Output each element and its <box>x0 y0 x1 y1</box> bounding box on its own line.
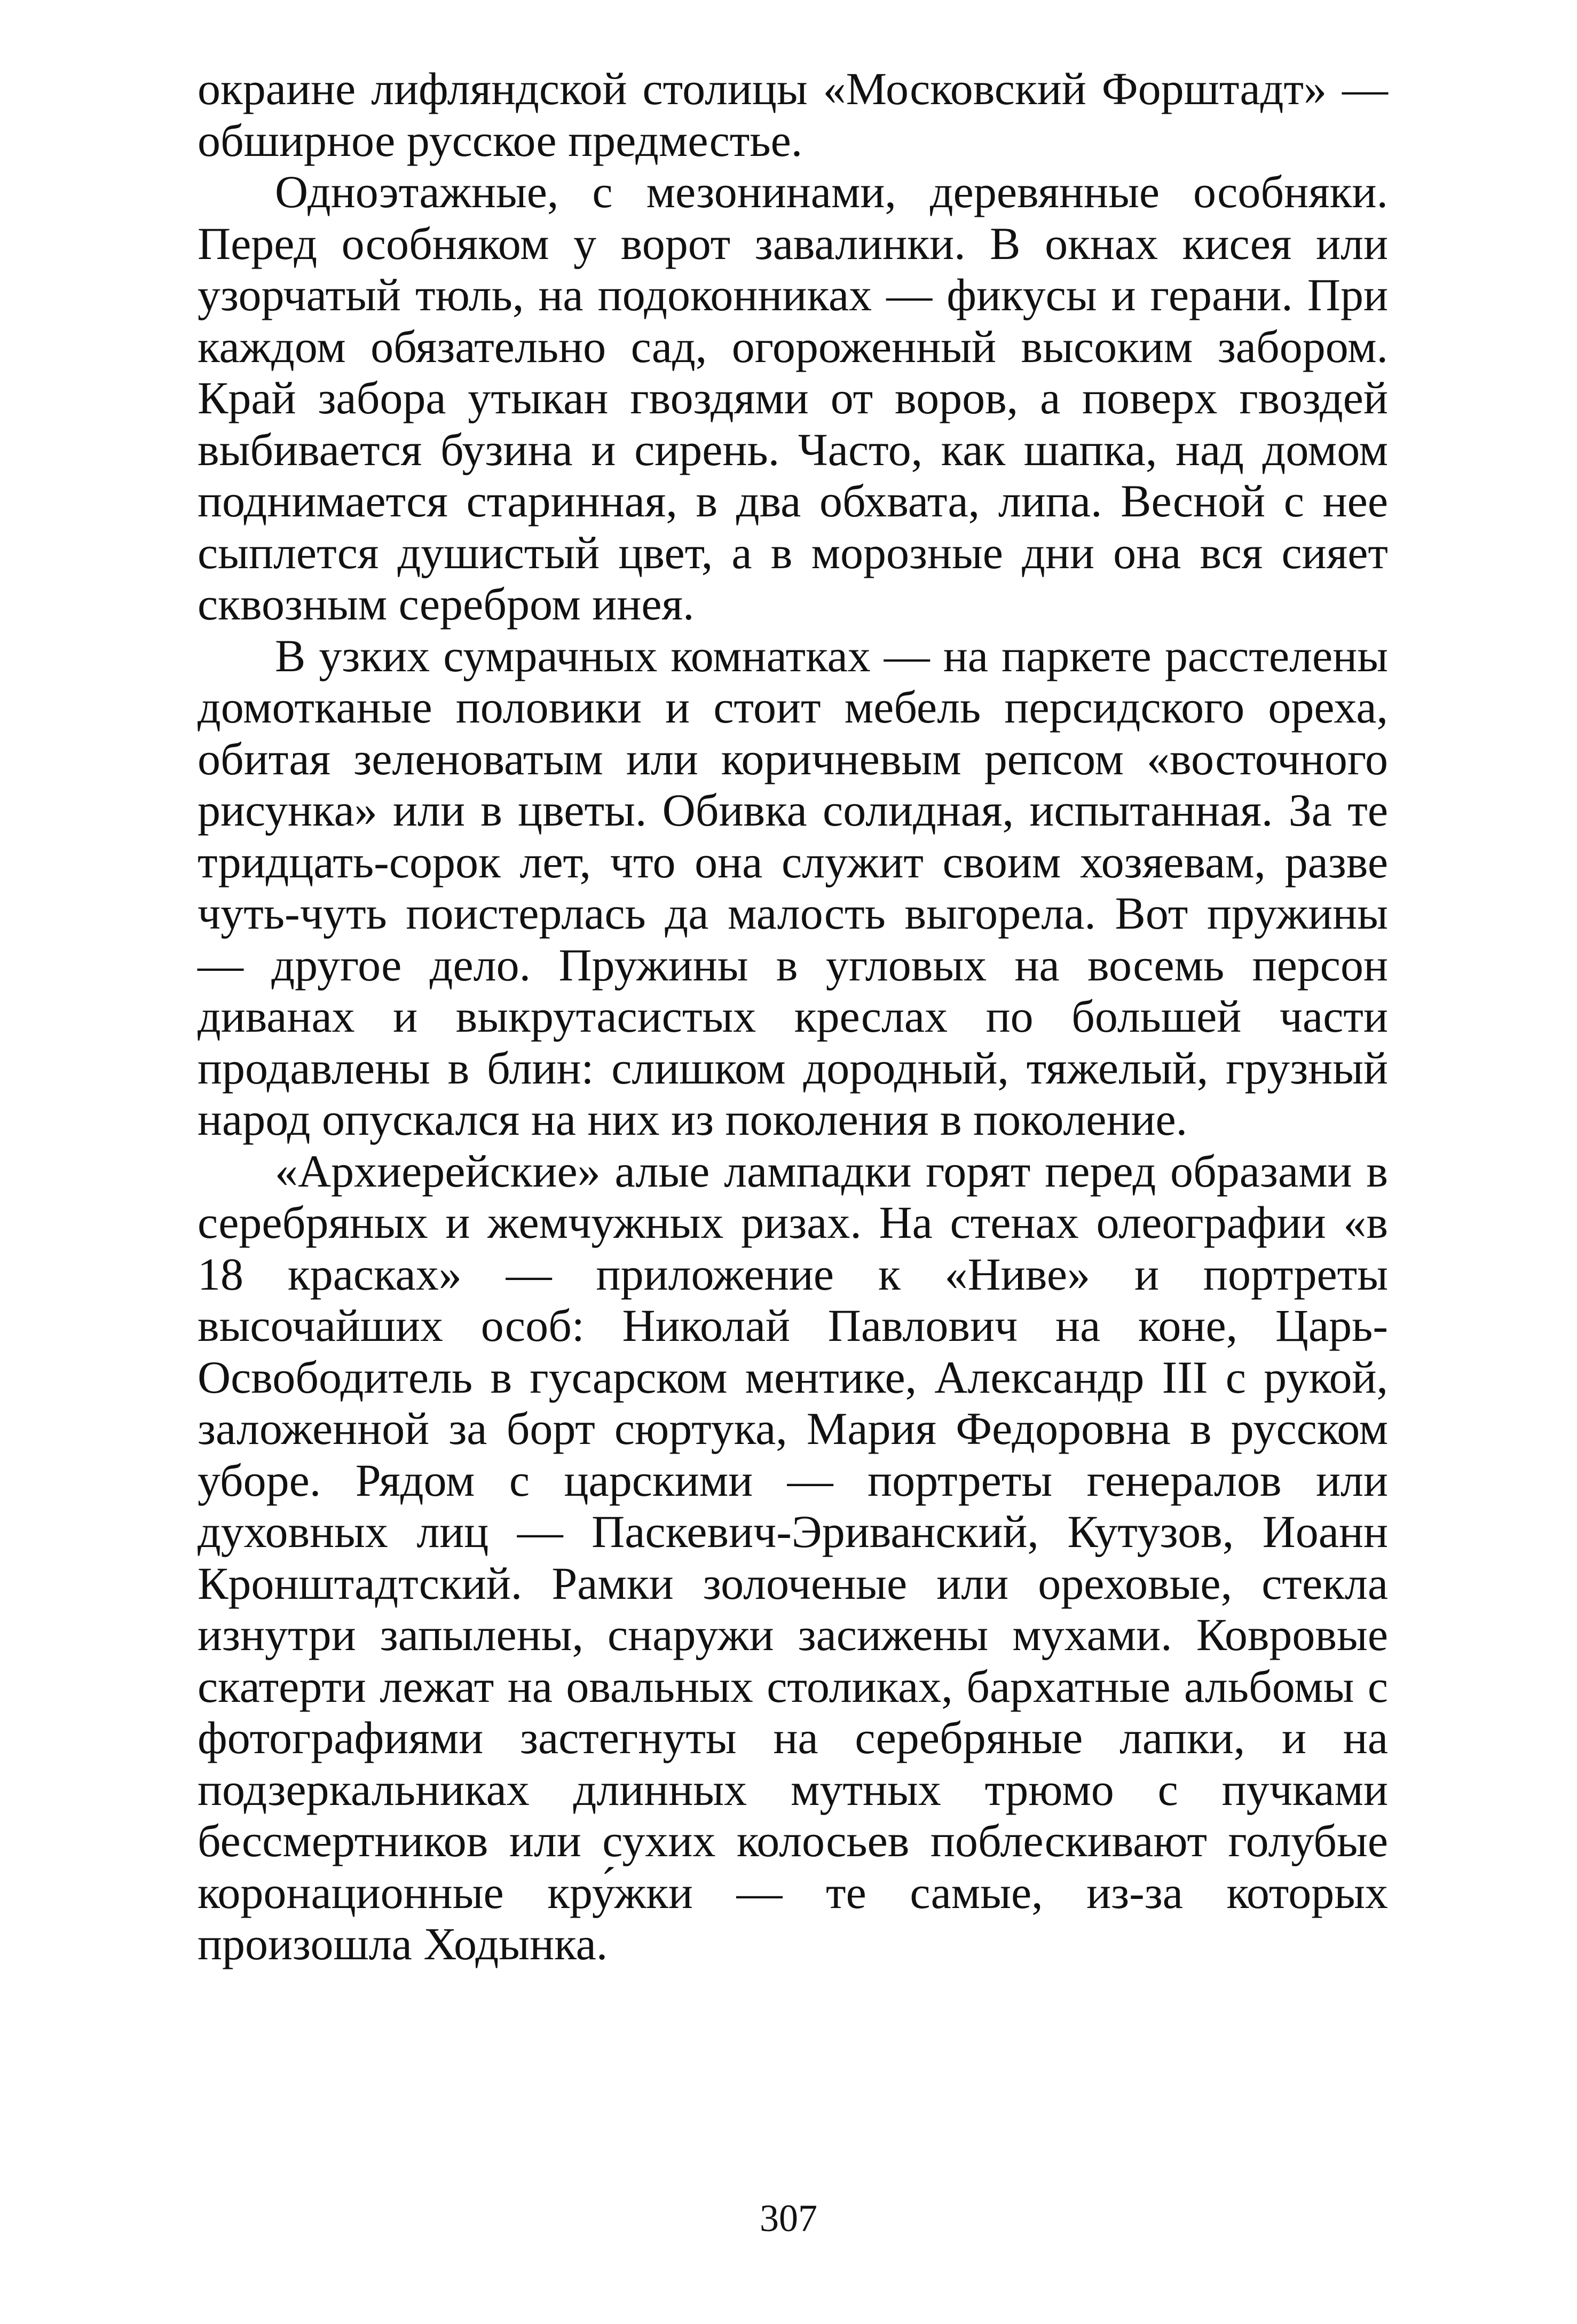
book-page-text <box>198 63 1388 1970</box>
paragraph-rooms: В узких сумрачных комнатках — на паркете расстелены домотканые половики и стоит мебель персидского ореха, обитая зеленоватым или коричневым репсом «восточного рисунка» или в цветы. Обивка солидная, испытанная. За те тридцать-сорок лет, что она служит своим хозяевам, разве чуть-чуть поистерлась да малость выгорела. Вот пружины — другое дело. Пружины в угловых на восемь персон диванах и выкрутасистых креслах по большей части продавлены в блин: слишком дородный, тяжелый, грузный народ опускался на них из поколения в поколение. <box>198 630 1388 1145</box>
paragraph-continuation: окраине лифляндской столицы «Московский Форштадт» — обширное русское предместье. <box>198 63 1388 166</box>
page-number: 307 <box>760 2197 817 2240</box>
paragraph-houses: Одноэтажные, с мезонинами, деревянные особняки. Перед особняком у ворот завалинки. В окнах кисея или узорчатый тюль, на подоконниках — фикусы и герани. При каждом обязательно сад, огороженный высоким забором. Край забора утыкан гвоздями от воров, а поверх гвоздей выбивается бузина и сирень. Часто, как шапка, над домом поднимается старинная, в два обхвата, липа. Весной с нее сыплется душистый цвет, а в морозные дни она вся сияет сквозным серебром инея. <box>198 166 1388 630</box>
paragraph-icons-portraits: «Архиерейские» алые лампадки горят перед образами в серебряных и жемчужных ризах. На стенах олеографии «в 18 красках» — приложение к «Ниве» и портреты высочайших особ: Николай Павлович на коне, Царь-Освободитель в гусарском ментике, Александр III с рукой, заложенной за борт сюртука, Мария Федоровна в русском уборе. Рядом с царскими — портреты генералов или духовных лиц — Паскевич-Эриванский, Кутузов, Иоанн Кронштадтский. Рамки золоченые или ореховые, стекла изнутри запылены, снаружи засижены мухами. Ковровые скатерти лежат на овальных столиках, бархатные альбомы с фотографиями застегнуты на серебряные лапки, и на подзеркальниках длинных мутных трюмо с пучками бессмертников или сухих колосьев поблескивают голубые коронационные кру́жки — те самые, из-за которых произошла Ходынка. <box>198 1145 1388 1969</box>
